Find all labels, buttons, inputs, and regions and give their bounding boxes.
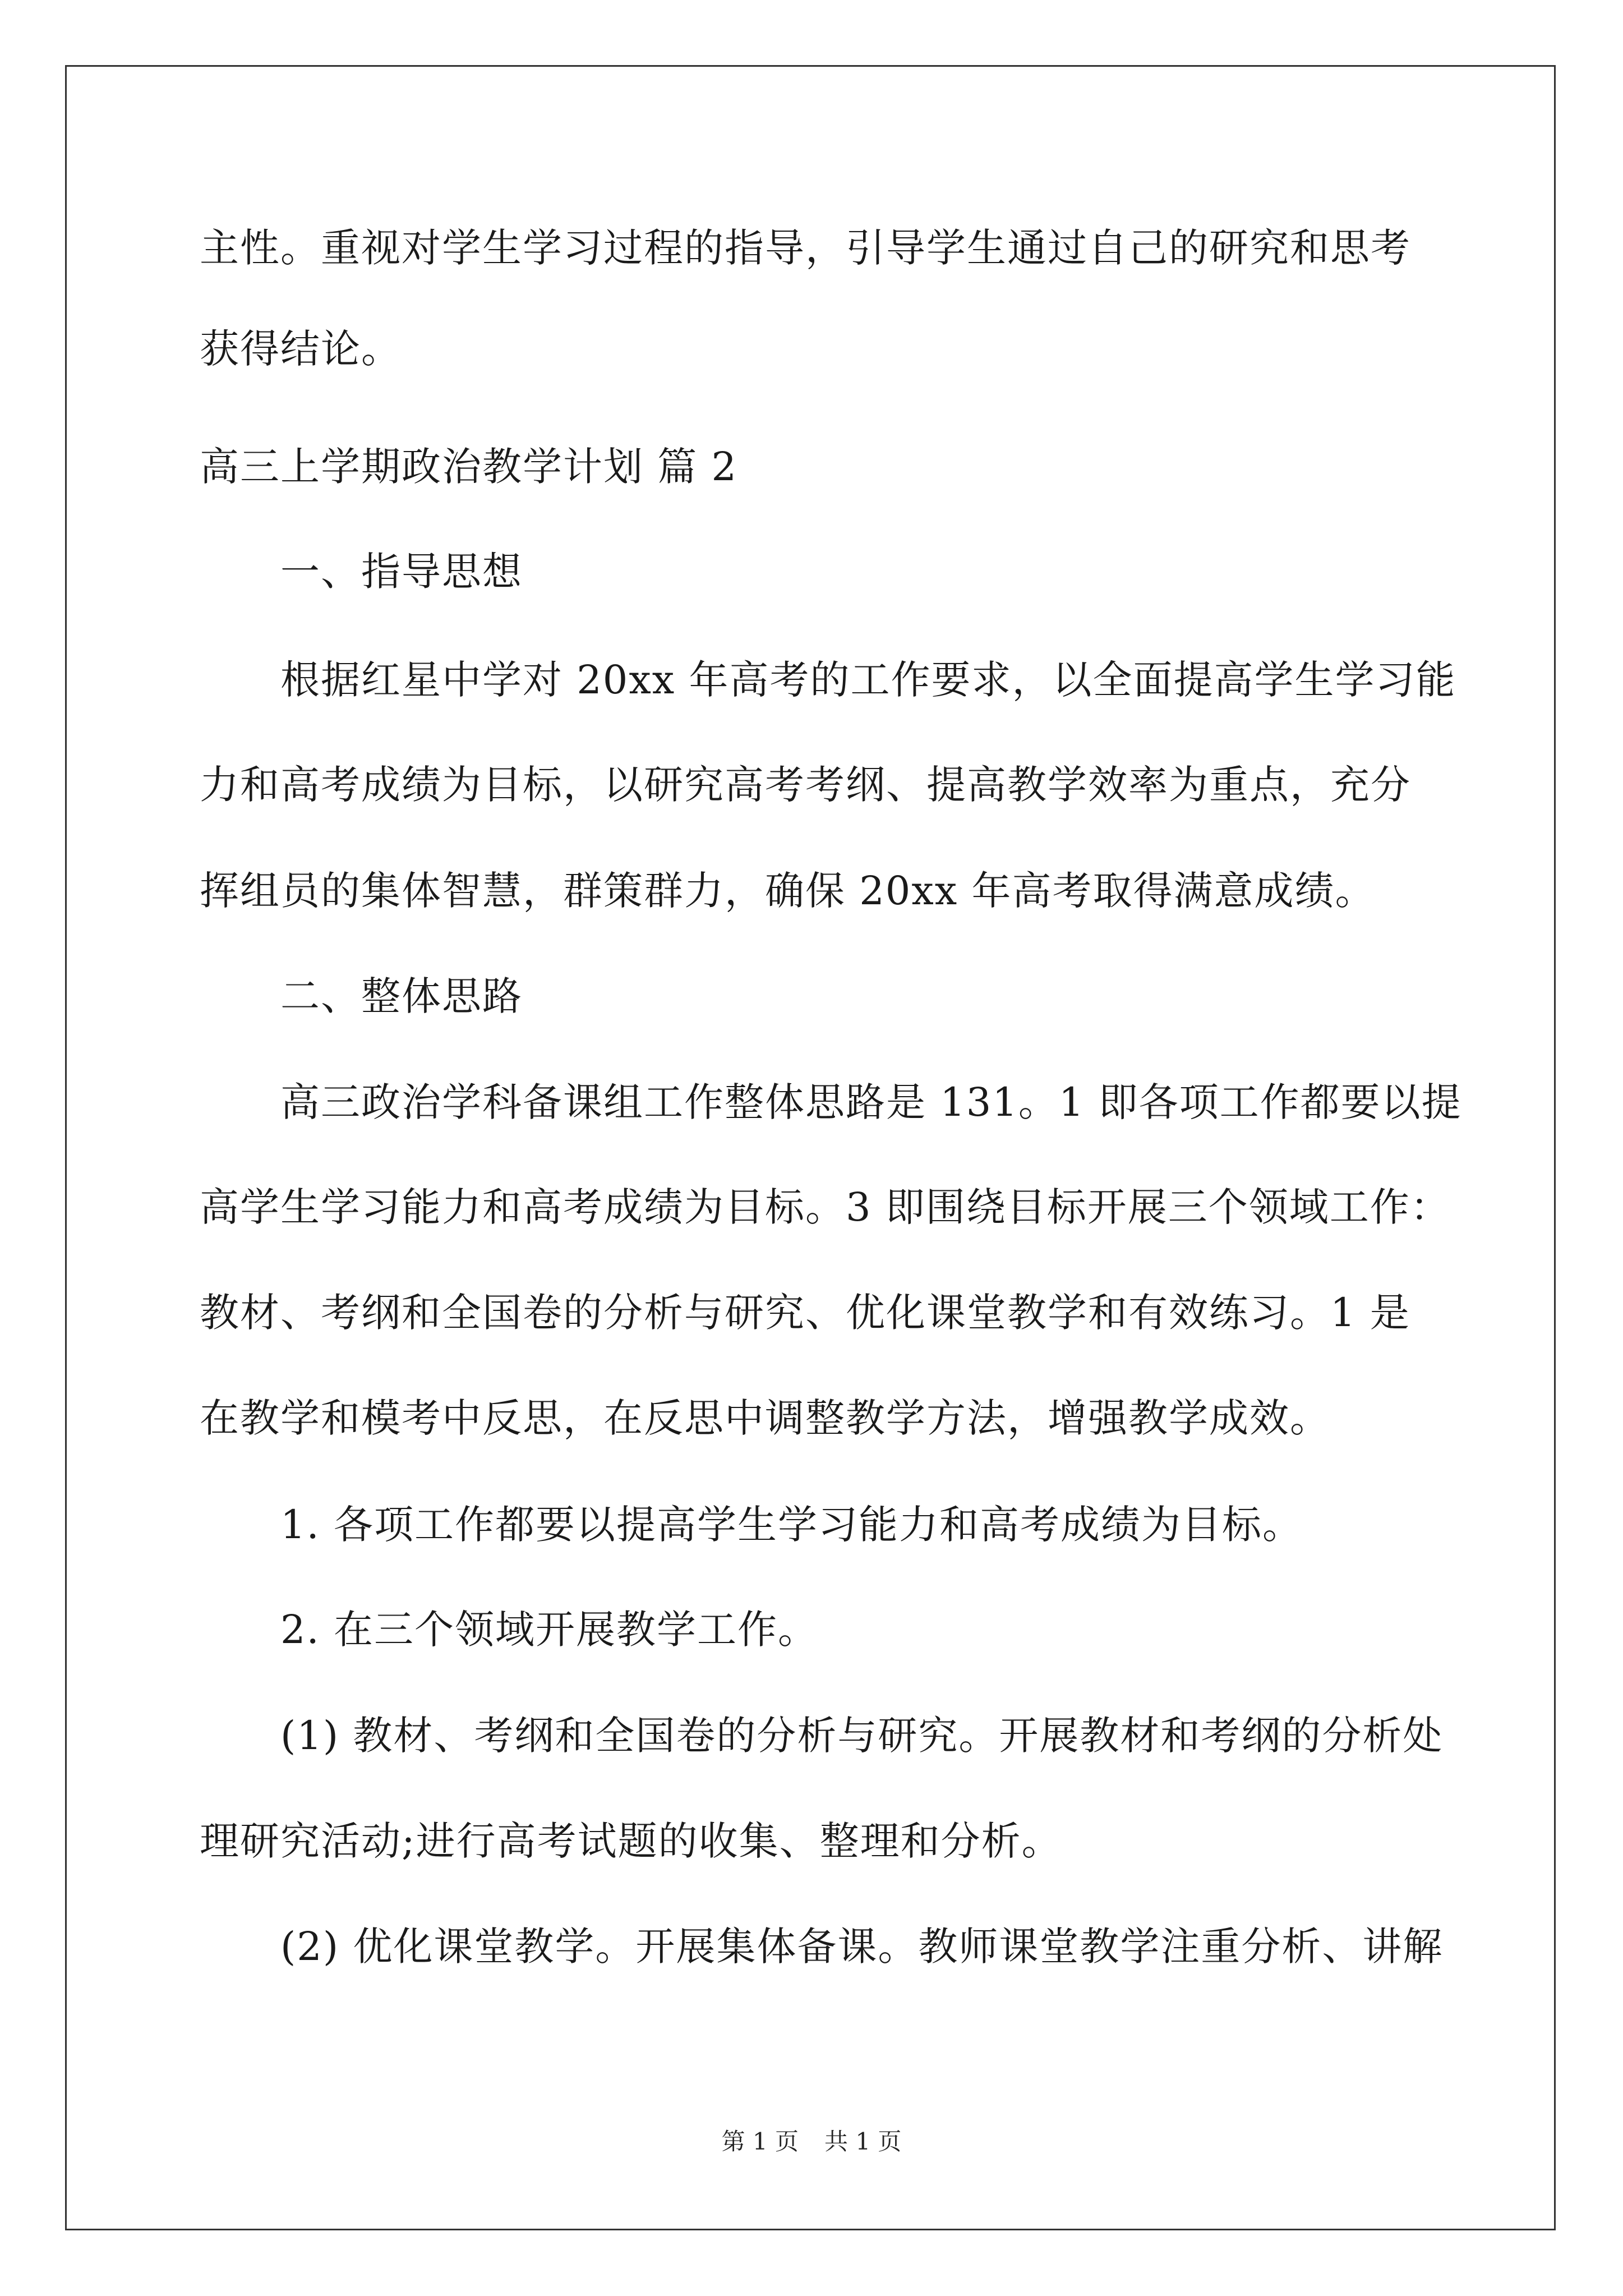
paragraph-line: 理研究活动;进行高考试题的收集、整理和分析。: [200, 1818, 1062, 1864]
list-item: (1) 教材、考纲和全国卷的分析与研究。开展教材和考纲的分析处: [280, 1713, 1444, 1759]
paragraph-line: 力和高考成绩为目标，以研究高考考纲、提高教学效率为重点，充分: [200, 762, 1411, 808]
page-border: [65, 65, 1556, 2230]
paragraph-line: 挥组员的集体智慧，群策群力，确保 20xx 年高考取得满意成绩。: [200, 868, 1376, 914]
paragraph-line: 根据红星中学对 20xx 年高考的工作要求，以全面提高学生学习能: [280, 657, 1456, 703]
text-line-continuation: 获得结论。: [200, 326, 402, 372]
heading-overall-approach: 二、整体思路: [280, 973, 523, 1019]
heading-guiding-ideology: 一、指导思想: [280, 549, 523, 595]
list-item: 2. 在三个领域开展教学工作。: [280, 1607, 819, 1653]
page-total: 共 1 页: [824, 2128, 902, 2155]
text-line-continuation: 主性。重视对学生学习过程的指导，引导学生通过自己的研究和思考: [200, 225, 1411, 271]
paragraph-line: 高学生学习能力和高考成绩为目标。3 即围绕目标开展三个领域工作：: [200, 1184, 1451, 1230]
list-item: (2) 优化课堂教学。开展集体备课。教师课堂教学注重分析、讲解: [280, 1924, 1444, 1970]
page-footer: [0, 2126, 1623, 2157]
paragraph-line: 在教学和模考中反思，在反思中调整教学方法，增强教学成效。: [200, 1395, 1330, 1441]
page-number: 第 1 页: [721, 2128, 799, 2155]
paragraph-line: 高三政治学科备课组工作整体思路是 131。1 即各项工作都要以提: [280, 1079, 1462, 1125]
section-title: 高三上学期政治教学计划 篇 2: [200, 444, 738, 490]
paragraph-line: 教材、考纲和全国卷的分析与研究、优化课堂教学和有效练习。1 是: [200, 1290, 1410, 1336]
list-item: 1. 各项工作都要以提高学生学习能力和高考成绩为目标。: [280, 1502, 1303, 1548]
